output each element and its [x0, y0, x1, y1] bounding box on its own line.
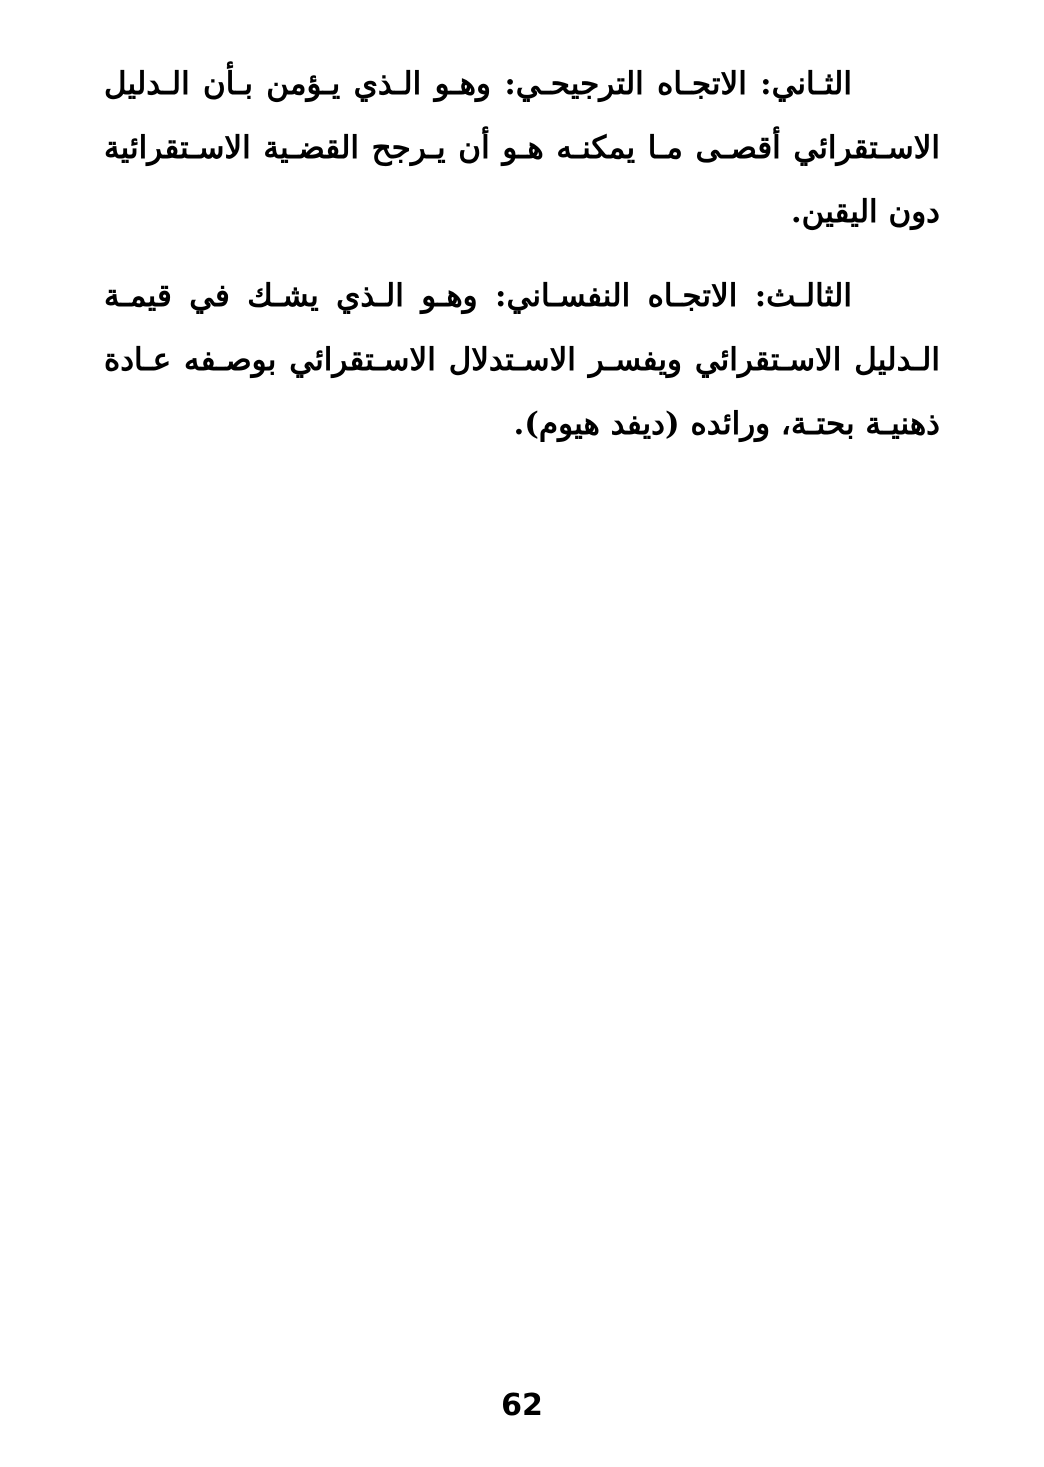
body-text — [104, 52, 940, 476]
paragraph-third-approach: الثالـث: الاتجـاه النفسـاني: وهـو الـذي يشـك في قيمـة الـدليل الاسـتقرائي ويفسـر الاسـتدلال الاسـتقرائي بوصـفه عـادة ذهنيـة بحتـة، ورائده (ديفد هيوم). — [104, 278, 940, 442]
paragraph-second-approach: الثـاني: الاتجـاه الترجيحـي: وهـو الـذي يـؤمن بـأن الـدليل الاسـتقرائي أقصـى مـا يمكنـه هـو أن يـرجح القضـية الاسـتقرائية دون اليقين. — [104, 66, 940, 230]
page-number: 62 — [501, 1388, 543, 1423]
